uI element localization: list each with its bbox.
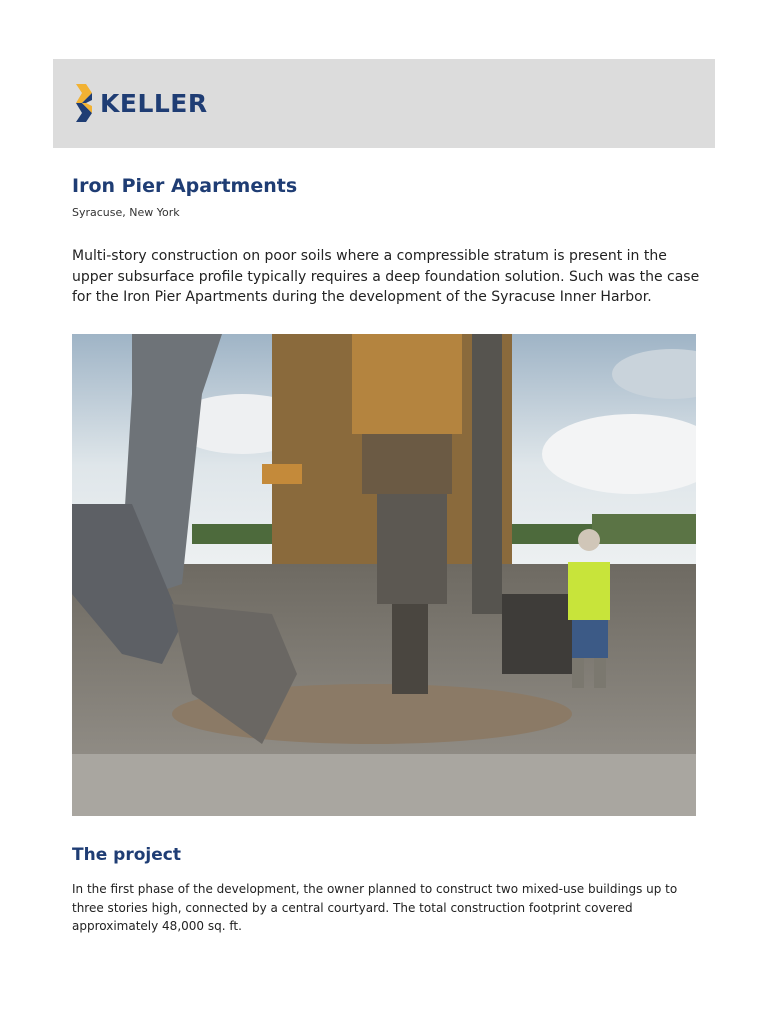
construction-photo [72,334,696,816]
section-body: In the first phase of the development, the owner planned to construct two mixed-use buildings up to three stories high, connected by a central courtyard. The total construction footprint covered approximately 48,000 sq. ft. [72,882,678,933]
page-title: Iron Pier Apartments [72,175,298,197]
keller-logo[interactable] [72,84,208,122]
brand-name: KELLER [100,88,208,118]
location: Syracuse, New York [72,206,180,219]
keller-chevron-icon [72,84,94,122]
intro-paragraph: Multi-story construction on poor soils where a compressible stratum is present in the upper subsurface profile typically requires a deep foundation solution. Such was the case for the Iron Pier Apartments during the development of the Syracuse Inner Harbor. [72,248,700,305]
section-heading: The project [72,845,181,865]
